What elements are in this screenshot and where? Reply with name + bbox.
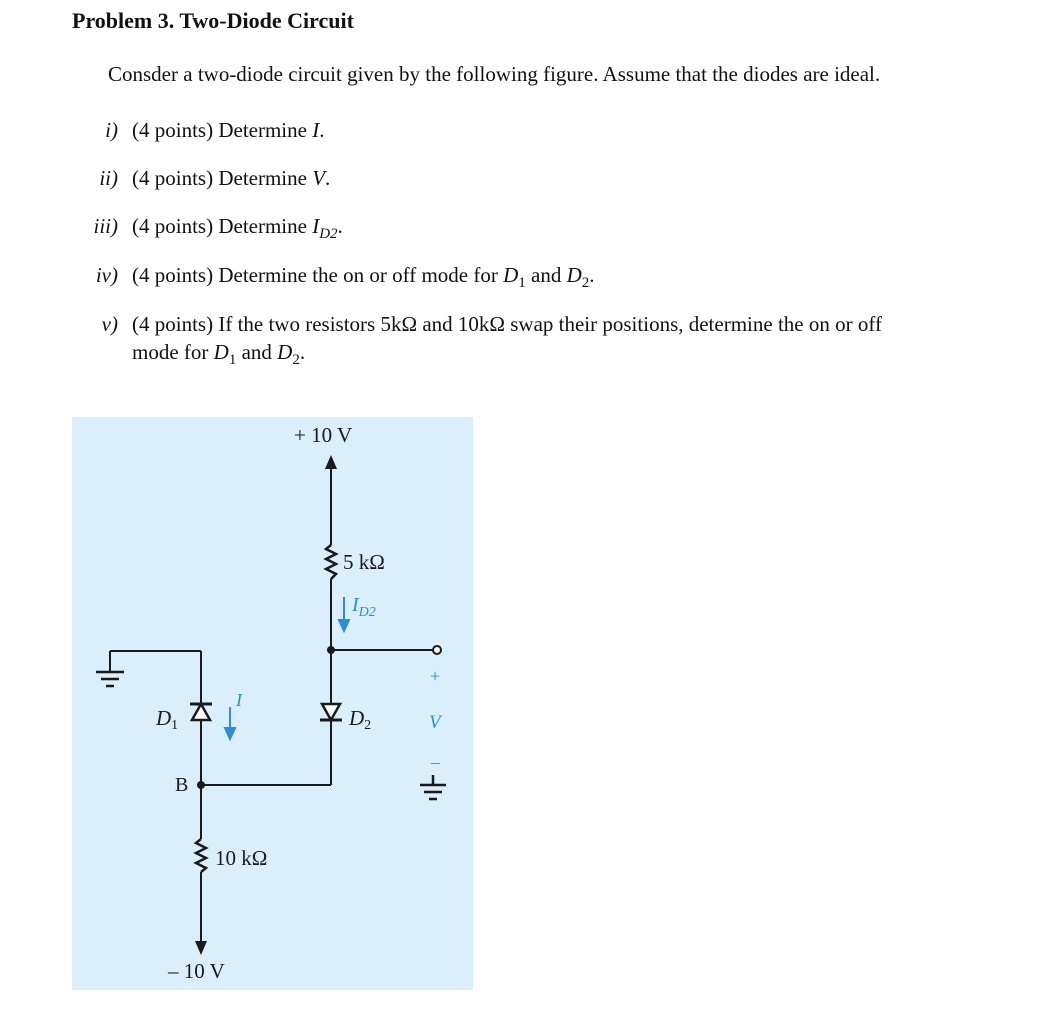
current-arrow-i-icon — [225, 707, 235, 739]
item-text-line1: (4 points) If the two resistors 5kΩ and 10kΩ swap their positions, determine the on or off — [132, 312, 882, 336]
diode-d1-icon — [190, 704, 212, 720]
item-number: i) — [105, 118, 118, 142]
item-number: ii) — [99, 166, 118, 190]
arrow-down-icon — [195, 941, 207, 955]
item-number: v) — [101, 312, 118, 336]
resistor-10k — [196, 839, 206, 872]
ground-left-icon — [96, 672, 124, 686]
ground-right-icon — [420, 775, 446, 799]
output-terminal — [433, 646, 441, 654]
circuit-figure — [72, 417, 473, 990]
circuit-diagram — [72, 417, 473, 990]
node-b — [197, 781, 205, 789]
label-r1: 5 kΩ — [343, 550, 385, 574]
diode-d2-icon — [320, 704, 342, 720]
label-vtop: + 10 V — [294, 423, 353, 447]
label-i: I — [236, 690, 242, 710]
label-d2: D2 — [349, 706, 372, 733]
resistor-5k — [326, 545, 336, 579]
problem-title: Problem 3. Two-Diode Circuit — [72, 8, 354, 33]
item-text: (4 points) Determine the on or off mode for $D_1$ and $D_2$. — [132, 263, 595, 292]
label-d1: D1 — [156, 706, 179, 733]
node-junction — [327, 646, 335, 654]
label-v: V — [429, 712, 441, 733]
label-node-b: B — [175, 774, 189, 796]
label-id2: $I_{D2}$ — [352, 594, 376, 620]
item-number: iv) — [95, 263, 118, 287]
problem-intro: Consder a two-diode circuit given by the following figure. Assume that the diodes are ideal. — [108, 62, 881, 86]
label-r2: 10 kΩ — [215, 846, 268, 870]
label-plus: + — [430, 666, 441, 686]
arrow-up-icon — [325, 455, 337, 469]
item-number: iii) — [93, 214, 118, 238]
item-text: (4 points) Determine I. — [132, 118, 325, 142]
label-vbot: – 10 V — [168, 959, 225, 983]
label-minus: – — [431, 752, 440, 772]
item-text: (4 points) Determine V. — [132, 166, 331, 190]
current-arrow-id2-icon — [339, 597, 349, 631]
item-text-line2: mode for $D_1$ and $D_2$. — [132, 340, 306, 369]
item-text: (4 points) Determine $I_{D2}$. — [132, 214, 343, 243]
